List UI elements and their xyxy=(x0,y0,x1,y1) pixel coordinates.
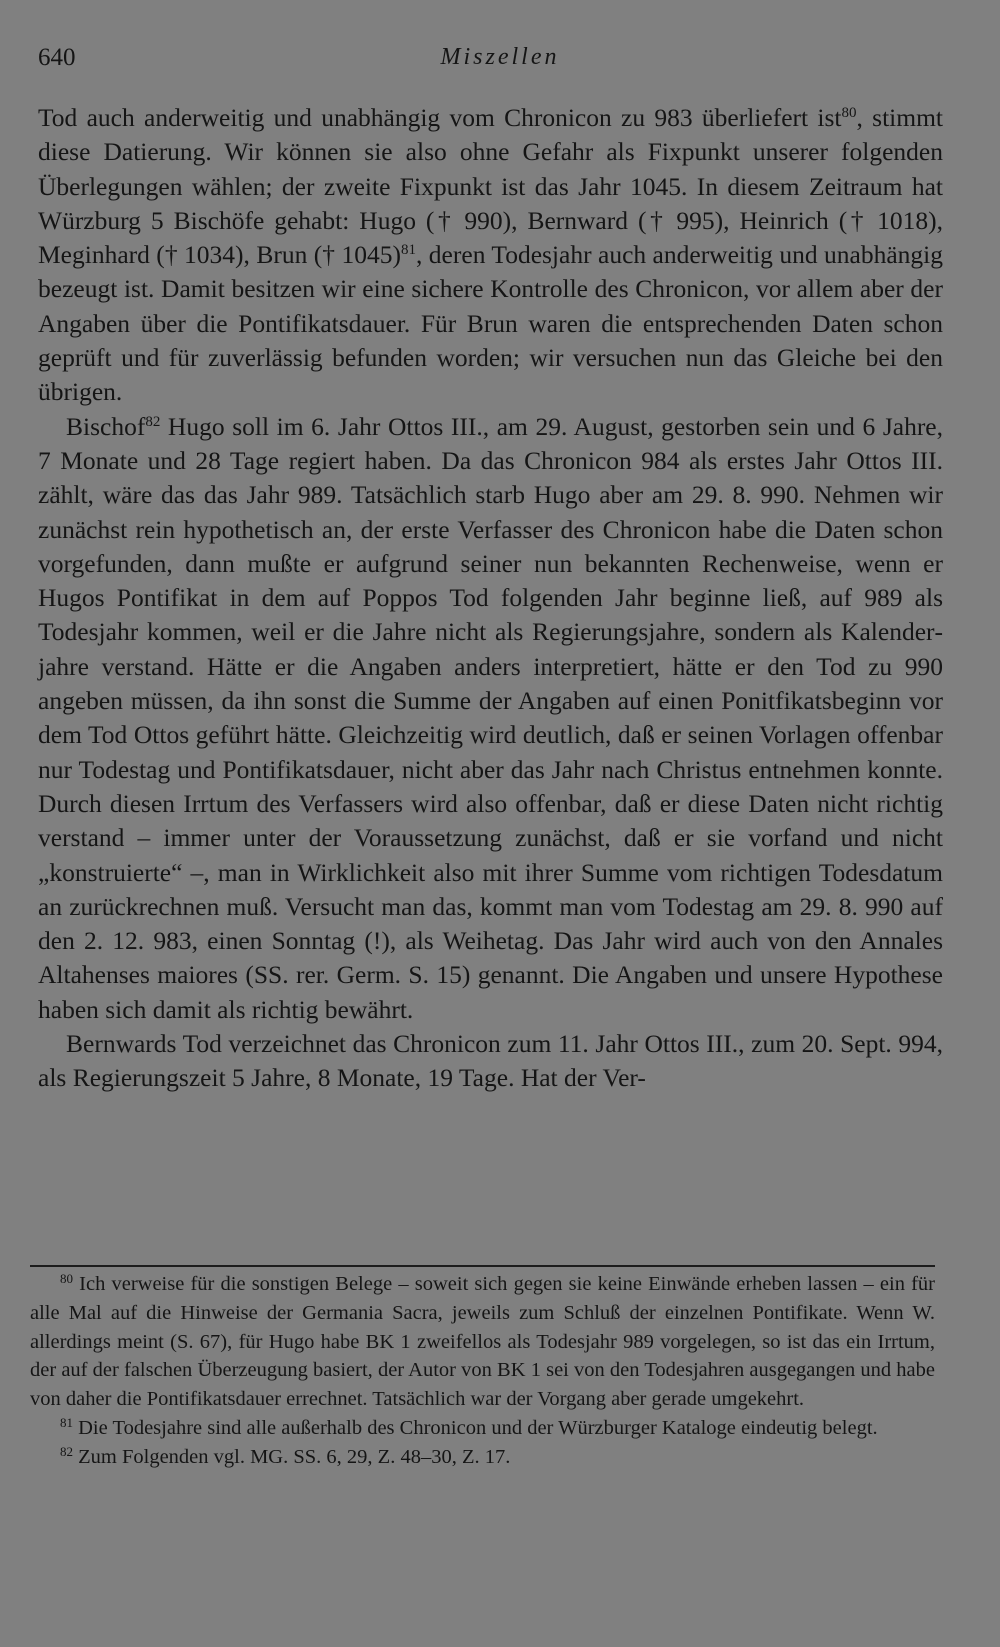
paragraph xyxy=(38,101,943,410)
footnote-text: Zum Folgenden vgl. MG. SS. 6, 29, Z. 48–30, Z. 17. xyxy=(73,1445,511,1468)
footnotes xyxy=(30,1270,935,1472)
paragraph-text: Bischof xyxy=(66,411,146,441)
paragraph-text: , stimmt diese Datierung. Wir können sie also ohne Gefahr als Fixpunkt unserer folgenden Überlegungen wählen; der zweite Fixpunkt ist das Jahr 1045. In diesem Zeitraum hat Würzburg 5 Bischöfe gehabt: Hugo († 990), Bernward († 995), Heinrich († 1018), Meginhard († 1034), Brun († 1045) xyxy=(38,103,943,270)
body-text xyxy=(38,101,943,1096)
footnote-ref: 82 xyxy=(145,413,161,430)
footnote-ref: 80 xyxy=(841,105,857,121)
footnote-ref: 81 xyxy=(401,242,417,259)
paragraph-text: Tod auch anderweitig und unabhängig vom Chronicon zu 983 überliefert ist xyxy=(38,103,842,132)
footnote-text: Die Todesjahre sind alle außerhalb des Chronicon und der Würzburger Kataloge eindeutig belegt. xyxy=(73,1416,878,1439)
footnote-number: 80 xyxy=(60,1271,73,1286)
paragraph-text: Hugo soll im 6. Jahr Ottos III., am 29. August, gestorben sein und 6 Jahre, 7 Monate und 28 Tage regiert haben. Da das Chronicon 984 als erstes Jahr Ottos III. zählt, wäre das das Jahr 989. Tatsächlich starb Hugo aber am 29. 8. 990. Nehmen wir zunächst rein hypothetisch an, der erste Verfasser des Chronicon habe die Daten schon vorgefunden, dann mußte er aufgrund seiner nun bekannten Rechenweise, wenn er Hugos Pontifikat in dem auf Poppos Tod folgenden Jahr beginne ließ, auf 989 als Todesjahr kommen, weil er die Jahre nicht als Regierungsjahre, sondern als Kalenderjahre verstand. Hätte er die Angaben anders interpretiert, hätte er den Tod zu 990 angeben müssen, da ihn sonst die Summe der Angaben auf einen Ponitfikatsbeginn vor dem Tod Ottos geführt hätte. Gleichzeitig wird deutlich, daß er seinen Vorlagen offenbar nur Todestag und Pontifikatsdauer, nicht aber das Jahr nach Christus entnehmen konnte. Durch diesen Irrtum des Verfassers wird also offenbar, daß er diese Daten nicht richtig verstand – immer unter der Voraussetzung zunächst, daß er sie vorfand und nicht „konstruierte“ –, man in Wirklichkeit also mit ihrer Summe vom richtigen Todesdatum an zurückrechnen muß. Versucht man das, kommt man vom Todestag am 29. 8. 990 auf den 2. 12. 983, einen Sonntag (!), als Weihetag. Das Jahr wird auch von den Annales Altahenses maiores (SS. rer. Germ. S. 15) genannt. Die Angaben und unsere Hypothese haben sich damit als richtig bewährt. xyxy=(38,411,943,1024)
paragraph xyxy=(38,410,943,1027)
running-head: Miszellen xyxy=(440,44,560,70)
footnote xyxy=(30,1270,935,1414)
page-number: 640 xyxy=(38,44,76,71)
footnote-text: Ich verweise für die sonstigen Belege – soweit sich gegen sie keine Einwände erheben lassen – ein für alle Mal auf die Hinweise der Germania Sacra, jeweils zum Schluß der einzelnen Pontifikate. Wenn W. allerdings meint (S. 67), für Hugo habe BK 1 zweifellos als Todesjahr 989 vorgelegen, so ist das ein Irrtum, der auf der falschen Überzeugung basiert, der Autor von BK 1 sei von den Todesjahren ausgegangen und habe von daher die Pontifikatsdauer errechnet. Tatsächlich war der Vorgang aber gerade umgekehrt. xyxy=(30,1273,935,1411)
footnote xyxy=(30,1414,935,1443)
footnote-number: 82 xyxy=(60,1443,73,1459)
paragraph-text: Bernwards Tod verzeichnet das Chronicon zum 11. Jahr Ottos III., zum 20. Sept. 994, als Regierungszeit 5 Jahre, 8 Monate, 19 Tage. Hat der Ver- xyxy=(38,1029,943,1093)
paragraph xyxy=(38,1027,943,1096)
page-header xyxy=(38,44,962,80)
footnote xyxy=(30,1443,935,1472)
footnote-number: 81 xyxy=(60,1414,73,1430)
footnote-separator xyxy=(30,1265,935,1267)
paragraph-text: , deren Todesjahr auch anderweitig und unabhängig bezeugt ist. Damit besitzen wir eine sichere Kontrolle des Chronicon, vor allem aber der Angaben über die Pontifikatsdauer. Für Brun waren die entsprechenden Daten schon geprüft und für zuverlässig befunden worden; wir versuchen nun das Gleiche bei den übrigen. xyxy=(38,240,943,407)
